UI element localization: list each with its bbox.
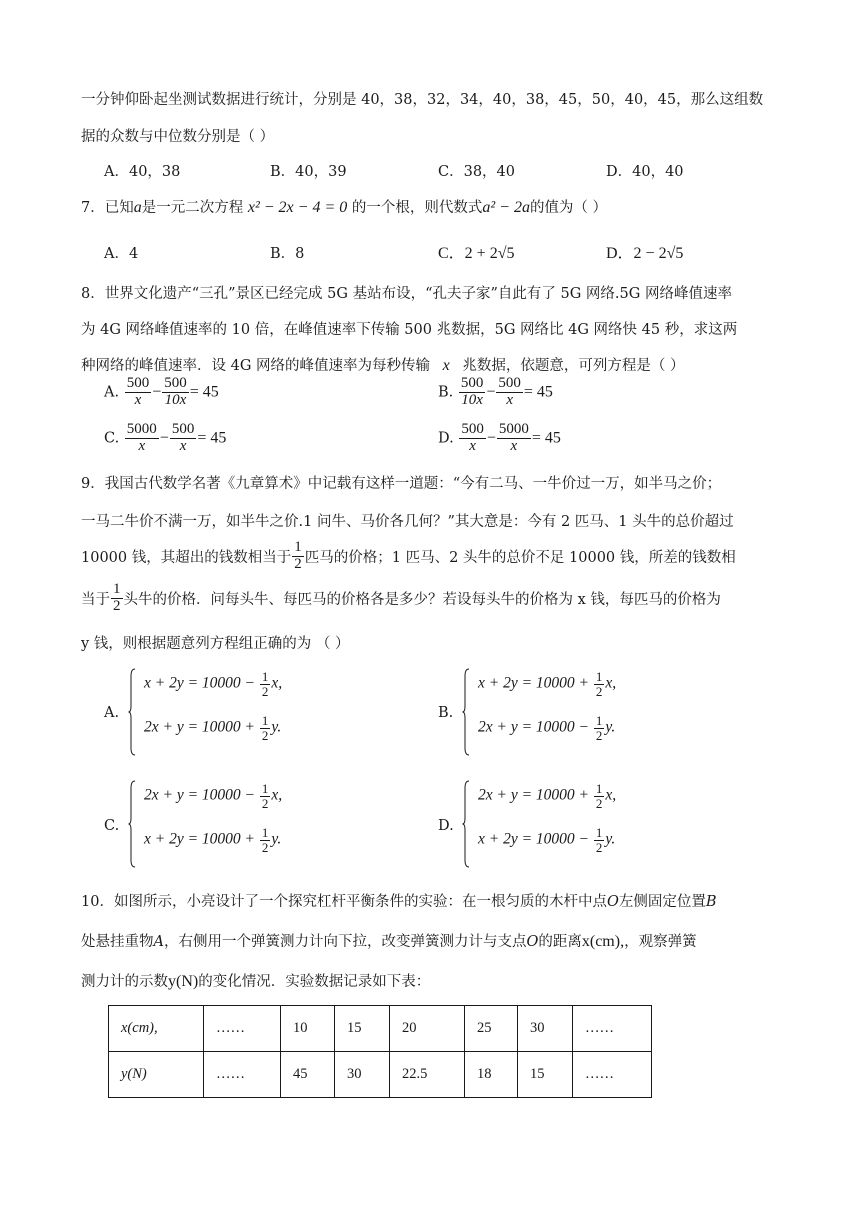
- q8-c-n1: 5000: [126, 421, 157, 437]
- q8-d-d1: x: [469, 437, 476, 454]
- q9-option-c-label: C.: [104, 818, 120, 834]
- q9-line-2: 一马二牛价不满一万，如半牛之价.1 问牛、马价各几何？”其大意是：今有 2 匹马、1 头牛的总价超过: [81, 514, 734, 530]
- q9-line-4b: 头牛的价格．问每头牛、每匹马的价格各是多少？若设每头牛的价格为 x 钱，每匹马的价格为: [123, 591, 721, 608]
- table-cell: 18: [465, 1052, 518, 1098]
- q9-c-row1: [144, 782, 282, 810]
- q9-d-half1-num: 1: [595, 781, 603, 796]
- q8-option-a-label: A.: [104, 384, 120, 401]
- q9-c-r1: 2x + y = 10000 −: [144, 786, 259, 804]
- q9-line-5: y 钱，则根据题意列方程组正确的为 （ ）: [81, 636, 350, 652]
- q10-line-2a: 处悬挂重物: [81, 934, 154, 950]
- q9-d-row1: [478, 782, 616, 810]
- q8-b-n2: 500: [498, 375, 521, 391]
- q10-line-2b: ，右侧用一个弹簧测力计向下拉，改变弹簧测力计与支点: [163, 934, 527, 950]
- q9-a-r2: 2x + y = 10000 +: [144, 718, 259, 736]
- q8-line-3b: 兆数据，依题意，可列方程是（ ）: [462, 358, 685, 374]
- q9-a-row1: [144, 670, 282, 698]
- q8-b-frac2: [496, 376, 523, 409]
- q8-a-frac2: [162, 376, 189, 409]
- q9-c-half1-num: 1: [261, 781, 269, 796]
- table-row: [109, 1006, 652, 1052]
- q8-b-d1: 10x: [461, 391, 483, 408]
- q10-point-b: B: [705, 894, 717, 910]
- table-cell: 30: [335, 1052, 390, 1098]
- q9-b-r1: x + 2y = 10000 +: [478, 674, 593, 692]
- q9-half-1-den: 2: [294, 555, 302, 572]
- q8-a-n2: 500: [164, 375, 187, 391]
- q8-a-d1: x: [134, 391, 142, 408]
- q8-option-d-label: D.: [438, 430, 454, 447]
- q9-c-v2: y.: [271, 830, 282, 848]
- table-cell: ……: [204, 1006, 281, 1052]
- q9-d-v1: x,: [605, 786, 617, 804]
- q9-d-half2-den: 2: [595, 839, 603, 855]
- q7-suffix: 的值为（ ）: [529, 200, 608, 216]
- q9-option-b-system: [462, 668, 722, 756]
- q9-a-r1: x + 2y = 10000 −: [144, 674, 259, 692]
- q7-expression: a² − 2a: [482, 199, 530, 216]
- q7-prefix: 7．已知: [81, 200, 134, 216]
- brace-icon: [462, 668, 470, 756]
- q9-a-half1-num: 1: [261, 669, 269, 684]
- table-cell: 25: [465, 1006, 518, 1052]
- q9-half-2: [111, 582, 123, 615]
- q9-option-d-system: [462, 780, 722, 868]
- q8-option-b-label: B.: [438, 384, 454, 401]
- table-cell: x(cm),: [109, 1006, 204, 1052]
- q9-c-v1: x,: [271, 786, 283, 804]
- q9-b-v2: y.: [605, 718, 616, 736]
- q7-stem: [81, 196, 607, 217]
- q7-var-a: a: [133, 199, 142, 216]
- q9-d-row2: [478, 826, 615, 854]
- q6-option-a: A．40，38: [104, 164, 181, 180]
- q10-point-o-2: O: [526, 934, 539, 950]
- q10-point-o: O: [606, 894, 619, 910]
- q8-d-rhs: = 45: [531, 429, 561, 447]
- q8-d-d2: x: [510, 437, 518, 454]
- q9-half-2-num: 1: [113, 581, 121, 597]
- q8-b-d2: x: [506, 391, 513, 408]
- q7-option-d: D．2 − 2√5: [606, 245, 684, 262]
- q10-point-a: A: [153, 934, 164, 950]
- q9-line-3: [81, 540, 736, 573]
- q8-line-1: 8．世界文化遗产“三孔”景区已经完成 5G 基站布设，“孔夫子家”自此有了 5G 网络.5G 网络峰值速率: [81, 286, 732, 302]
- q8-d-frac1: [459, 422, 486, 455]
- q9-line-3a: 10000 钱，其超出的钱数相当于: [81, 549, 292, 566]
- q9-line-1: 9．我国古代数学名著《九章算术》中记载有这样一道题：“今有二马、一牛价过一万，如半马之价；: [81, 476, 722, 492]
- q9-b-half2-den: 2: [595, 727, 603, 743]
- q8-a-d2: 10x: [164, 391, 187, 408]
- table-cell: y(N): [109, 1052, 204, 1098]
- q9-d-r2: x + 2y = 10000 −: [478, 830, 593, 848]
- q9-c-r2: x + 2y = 10000 +: [144, 830, 259, 848]
- q9-half-1: [292, 540, 304, 573]
- q8-option-c: C. $\frac{5000}{x}$ − $\frac{500}{x}$ = 45: [104, 421, 227, 454]
- q9-line-4a: 当于: [81, 591, 110, 608]
- q8-var-x: x: [442, 357, 450, 374]
- q9-b-r2: 2x + y = 10000 −: [478, 718, 593, 736]
- q9-d-r1: 2x + y = 10000 +: [478, 786, 593, 804]
- q7-option-b: B．8: [270, 246, 305, 262]
- table-cell: 15: [335, 1006, 390, 1052]
- q10-line-2d: ，观察弹簧: [624, 934, 697, 950]
- q8-option-b: B. $\frac{500}{10x}$ − $\frac{500}{x}$ = 45: [438, 375, 553, 408]
- q8-c-d2: x: [179, 437, 187, 454]
- q8-a-rhs: = 45: [189, 383, 219, 401]
- q8-c-frac2: [170, 422, 197, 455]
- q9-b-half1-den: 2: [595, 683, 603, 699]
- q8-b-frac1: [459, 376, 486, 409]
- q9-option-b-label: B.: [438, 705, 454, 721]
- q8-line-2: 为 4G 网络峰值速率的 10 倍，在峰值速率下传输 500 兆数据，5G 网络比 4G 网络快 45 秒，求这两: [81, 322, 738, 338]
- q10-line-1a: 10．如图所示，小亮设计了一个探究杠杆平衡条件的实验：在一根匀质的木杆中点: [81, 894, 607, 910]
- q9-b-row2: [478, 714, 615, 742]
- q6-line-2: 据的众数与中位数分别是（ ）: [81, 129, 275, 145]
- q8-c-frac1: [125, 422, 159, 455]
- q6-option-d: D．40，40: [606, 164, 684, 180]
- q9-option-a-label: A.: [104, 705, 120, 721]
- q9-a-row2: [144, 714, 281, 742]
- q9-line-4: [81, 582, 721, 615]
- table-cell: 30: [518, 1006, 573, 1052]
- q6-option-c: C．38，40: [438, 164, 515, 180]
- q10-line-3: [81, 970, 430, 991]
- q9-a-half2-den: 2: [261, 727, 269, 743]
- q9-option-c-system: [128, 780, 388, 868]
- q10-line-3a: 测力计的示数: [81, 974, 168, 990]
- table-cell: ……: [204, 1052, 281, 1098]
- table-row: [109, 1052, 652, 1098]
- q10-line-2: [81, 930, 697, 951]
- q7-option-a: A．4: [104, 246, 139, 262]
- q10-line-2c: 的距离: [538, 934, 582, 950]
- q8-c-d1: x: [138, 437, 146, 454]
- q9-a-half1-den: 2: [261, 683, 269, 699]
- q8-d-frac2: [497, 422, 531, 455]
- q8-d-n2: 5000: [498, 421, 529, 437]
- q7-mid2: 的一个根，则代数式: [351, 200, 483, 216]
- q9-a-half2-num: 1: [261, 713, 269, 728]
- table-cell: 20: [390, 1006, 465, 1052]
- q9-half-2-den: 2: [113, 597, 121, 614]
- q9-c-half2-num: 1: [261, 825, 269, 840]
- q9-a-v2: y.: [271, 718, 282, 736]
- table-cell: ……: [573, 1052, 652, 1098]
- brace-icon: [462, 780, 470, 868]
- q9-option-a-system: [128, 668, 388, 756]
- q9-line-3b: 匹马的价格；1 匹马、2 头牛的总价不足 10000 钱，所差的钱数相: [304, 549, 736, 566]
- q8-d-n1: 500: [461, 421, 484, 437]
- table-cell: 22.5: [390, 1052, 465, 1098]
- q9-c-row2: [144, 826, 281, 854]
- table-cell: 45: [281, 1052, 335, 1098]
- q9-c-half1-den: 2: [261, 795, 269, 811]
- q10-line-1: [81, 890, 717, 911]
- q9-b-v1: x,: [605, 674, 617, 692]
- brace-icon: [128, 780, 136, 868]
- q8-c-n2: 500: [171, 421, 195, 437]
- q6-line-1: 一分钟仰卧起坐测试数据进行统计，分别是 40，38，32，34，40，38，45，50，40，45，那么这组数: [81, 92, 764, 108]
- q9-b-half1-num: 1: [595, 669, 603, 684]
- q7-equation: x² − 2x − 4 = 0: [247, 199, 348, 216]
- q8-option-d: D. $\frac{500}{x}$ − $\frac{5000}{x}$ = 45: [438, 421, 561, 454]
- q8-line-3: [81, 354, 684, 375]
- q9-half-1-num: 1: [294, 539, 302, 555]
- q9-b-half2-num: 1: [595, 713, 603, 728]
- q10-data-table: [108, 1005, 652, 1098]
- q7-option-c: C．2 + 2√5: [438, 245, 515, 262]
- q10-x-cm: x(cm),: [581, 933, 625, 950]
- q9-b-row1: [478, 670, 616, 698]
- q9-d-v2: y.: [605, 830, 616, 848]
- q10-line-1b: 左侧固定位置: [618, 894, 706, 910]
- q7-mid1: 是一元二次方程: [141, 200, 244, 216]
- q8-a-n1: 500: [126, 375, 150, 391]
- q8-b-rhs: = 45: [523, 383, 553, 401]
- brace-icon: [128, 668, 136, 756]
- q9-a-v1: x,: [271, 674, 283, 692]
- q8-option-c-label: C.: [104, 430, 120, 447]
- q9-d-half2-num: 1: [595, 825, 603, 840]
- q10-y-n: y(N): [168, 973, 199, 990]
- q6-option-b: B．40，39: [270, 164, 347, 180]
- q9-d-half1-den: 2: [595, 795, 603, 811]
- q10-line-3b: 的变化情况．实验数据记录如下表：: [198, 974, 431, 990]
- q8-line-3a: 种网络的峰值速率．设 4G 网络的峰值速率为每秒传输: [81, 358, 431, 374]
- table-cell: 15: [518, 1052, 573, 1098]
- table-cell: ……: [573, 1006, 652, 1052]
- table-cell: 10: [281, 1006, 335, 1052]
- q9-c-half2-den: 2: [261, 839, 269, 855]
- q8-option-a: A. $\frac{500}{x}$ − $\frac{500}{10x}$ = 45: [104, 375, 219, 408]
- q8-b-n1: 500: [460, 375, 484, 391]
- q8-a-frac1: [125, 376, 152, 409]
- q8-c-rhs: = 45: [197, 429, 227, 447]
- q9-option-d-label: D.: [438, 818, 454, 834]
